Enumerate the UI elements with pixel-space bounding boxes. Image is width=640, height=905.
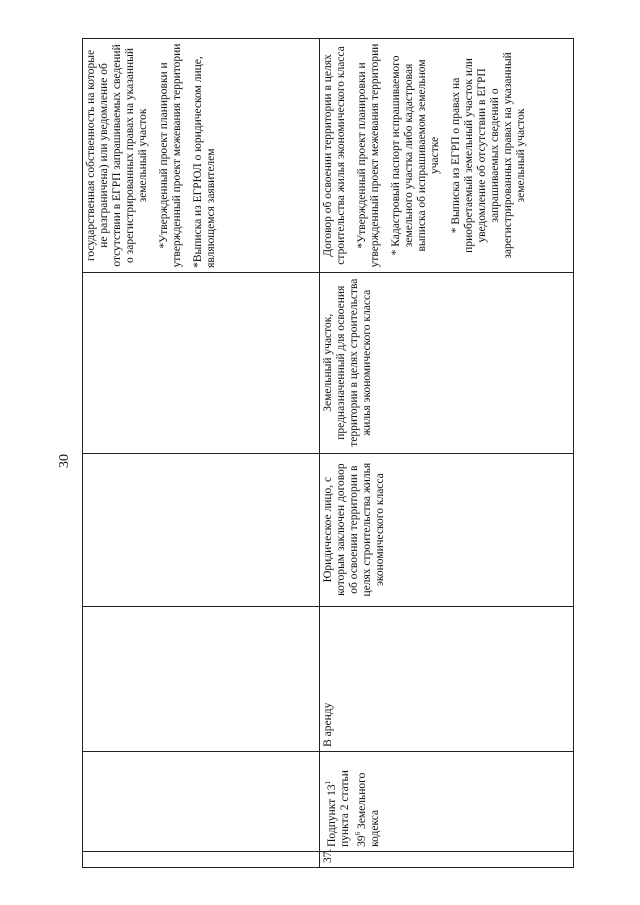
legal-basis-tail: Земельного кодекса xyxy=(356,772,382,847)
document-item: * Кадастровый паспорт испрашиваемого земельного участка либо кадастровая выписка об испрашиваемом земельном участке xyxy=(390,55,442,256)
superscript: 6 xyxy=(354,831,363,836)
applicant: Юридическое лицо, с которым заключен договор об освоении территории в целях строительства жилья экономического класса xyxy=(320,453,574,606)
legal-basis xyxy=(320,751,574,851)
document-item: * Выписка из ЕГРП о правах на приобретаемый земельный участок или уведомление об отсутствии в ЕГРП запрашиваемых сведений о зарегистрированных правах на указанный земельный участок xyxy=(450,52,528,259)
cell-applicant-empty xyxy=(83,453,320,606)
document-item: *Утвержденный проект планировки и утвержденный проект межевания территории xyxy=(158,43,183,268)
cell-number-empty xyxy=(83,851,320,867)
legal-basis-mid: пункта 2 статьи 39 xyxy=(339,770,369,847)
cell-land-plot-empty xyxy=(83,272,320,453)
document-item: *Выписка из ЕГРЮЛ о юридическом лице, являющемся заявителем xyxy=(192,56,217,268)
document-item: Договор об освоении территории в целях строительства жилья экономического класса xyxy=(322,46,348,265)
land-plot: Земельный участок, предназначенный для освоения территории в целях строительства жилья экономического класса xyxy=(320,272,574,453)
superscript: 1 xyxy=(324,780,333,785)
right-type: В аренду xyxy=(320,606,574,751)
document-table xyxy=(82,38,574,868)
cell-basis-empty xyxy=(83,751,320,851)
cell-documents-continued xyxy=(83,39,320,273)
legal-basis-main: Подпункт 13 xyxy=(326,784,339,847)
table-row xyxy=(320,39,574,868)
document-item: *Утвержденный проект планировки и утвержденный проект межевания территории xyxy=(356,43,382,268)
page-number: 30 xyxy=(57,454,72,468)
row-number: 37. xyxy=(320,851,574,867)
document-item: государственная собственность на которые не разграничена) или уведомление об отсутствии в ЕГРП запрашиваемых сведений о зарегистрированных правах на указанный земельный участок xyxy=(85,44,149,267)
table-row xyxy=(83,39,320,868)
required-documents xyxy=(320,39,574,273)
cell-right-type-empty xyxy=(83,606,320,751)
